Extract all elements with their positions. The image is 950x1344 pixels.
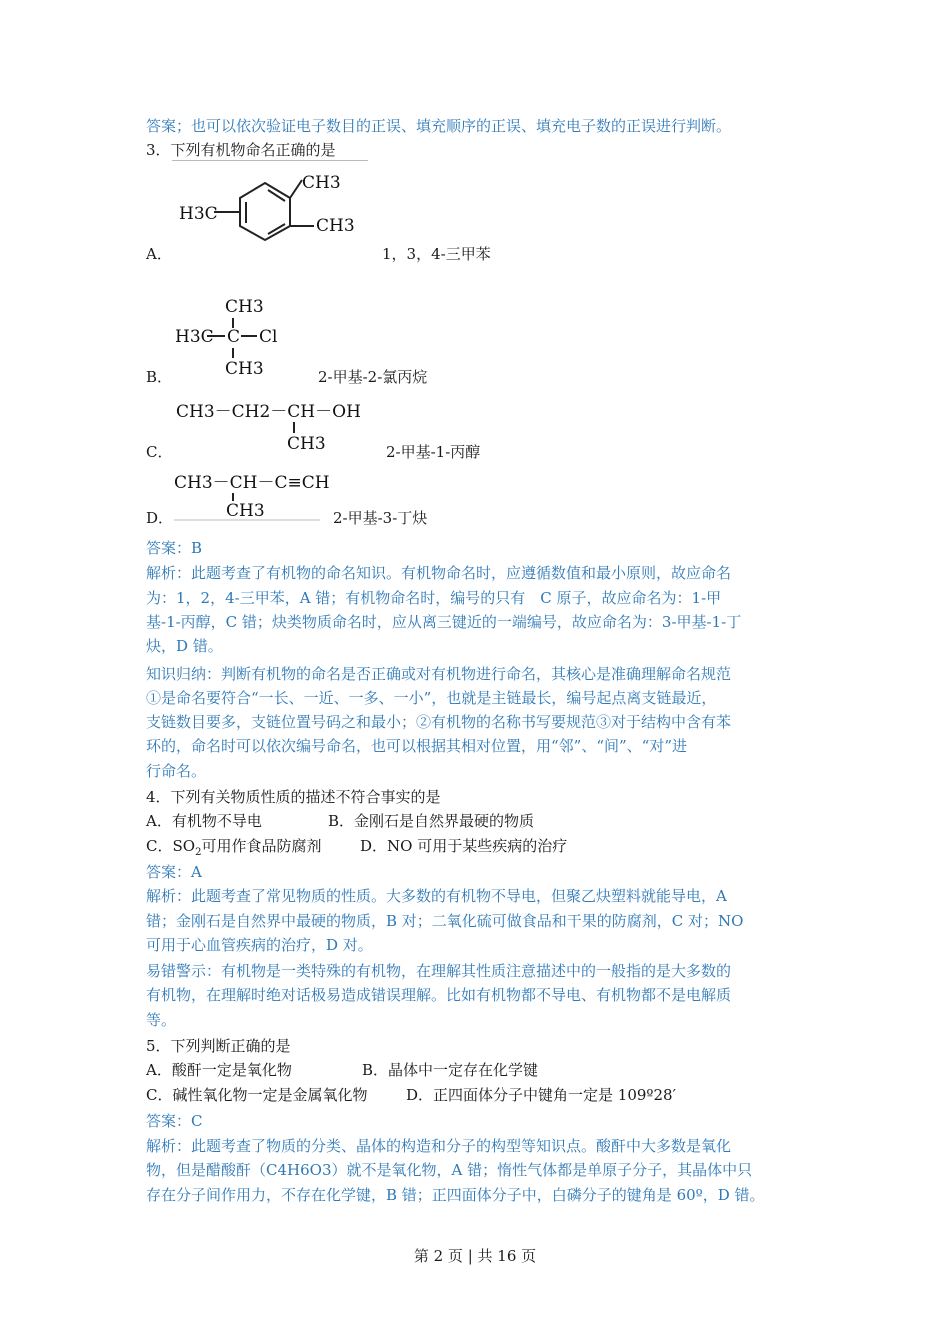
page-footer: 第 2 页 | 共 16 页 <box>413 1247 537 1265</box>
question-5-option-a: A．酸酐一定是氧化物 <box>146 1061 292 1079</box>
question-3-knowledge-line: 行命名。 <box>146 762 207 780</box>
question-4-warning-line: 等。 <box>146 1011 177 1029</box>
question-3-analysis-line: 为：1，2，4-三甲苯，A 错；有机物命名时，编号的只有 C 原子，故应命名为：1-甲 <box>146 589 722 607</box>
question-4-analysis-line: 错；金刚石是自然界中最硬的物质，B 对；二氧化硫可做食品和干果的防腐剂，C 对；NO <box>146 912 744 930</box>
option-d-letter: D． <box>146 509 174 527</box>
question-3-knowledge-line: 知识归纳：判断有机物的命名是否正确或对有机物进行命名，其核心是准确理解命名规范 <box>146 665 732 683</box>
stem-underline <box>172 160 368 161</box>
question-3-analysis-line: 基-1-丙醇，C 错；炔类物质命名时，应从离三键近的一端编号，故应命名为：3-甲基-1-丁 <box>146 613 742 631</box>
question-4-analysis-line: 解析：此题考查了常见物质的性质。大多数的有机物不导电，但聚乙炔塑料就能导电，A <box>146 887 727 905</box>
structure-b-ch3-bottom: CH3 <box>225 359 264 379</box>
question-3-analysis-line: 炔，D 错。 <box>146 637 223 655</box>
question-5-stem: 5．下列判断正确的是 <box>146 1037 291 1055</box>
structure-b-carbon: C <box>227 327 241 347</box>
top-answer-text: 答案；也可以依次验证电子数目的正误、填充顺序的正误、填充电子数的正误进行判断。 <box>146 117 732 135</box>
structure-a-ch3-right: CH3 <box>316 216 355 236</box>
question-5-answer: 答案：C <box>146 1112 203 1130</box>
question-4-answer: 答案：A <box>146 863 202 881</box>
option-b-letter: B． <box>146 368 173 386</box>
question-3-knowledge-line: ①是命名要符合“一长、一近、一多、一小”，也就是主链最长，编号起点离支链最近， <box>146 689 717 707</box>
structure-b-h3c: H3C <box>175 327 214 347</box>
option-c-letter: C． <box>146 443 173 461</box>
structure-a-ch3-top: CH3 <box>302 173 341 193</box>
structure-d-chain: CH3－CH－C≡CH <box>174 473 330 493</box>
option-d-name: 2-甲基-3-丁炔 <box>333 509 428 527</box>
structure-c-image <box>170 395 380 457</box>
structure-b-ch3-top: CH3 <box>225 297 264 317</box>
question-4-option-b: B．金刚石是自然界最硬的物质 <box>328 812 535 830</box>
question-3-knowledge-line: 环的，命名时可以依次编号命名，也可以根据其相对位置，用“邻”、“间”、“对”进 <box>146 737 688 755</box>
question-5-option-d: D．正四面体分子中键角一定是 109º28′ <box>406 1086 676 1104</box>
question-3-analysis-line: 解析：此题考查了有机物的命名知识。有机物命名时，应遵循数值和最小原则，故应命名 <box>146 564 732 582</box>
structure-d-ch3: CH3 <box>226 501 265 521</box>
question-5-analysis-line: 存在分子间作用力，不存在化学键，B 错；正四面体分子中，白磷分子的键角是 60º，D 错。 <box>146 1186 765 1204</box>
option-c-name: 2-甲基-1-丙醇 <box>386 443 481 461</box>
question-5-analysis-line: 解析：此题考查了物质的分类、晶体的构造和分子的构型等知识点。酸酐中大多数是氧化 <box>146 1137 732 1155</box>
question-3-answer: 答案：B <box>146 539 203 557</box>
question-3-stem: 3．下列有机物命名正确的是 <box>146 141 336 159</box>
structure-c-ch3: CH3 <box>287 434 326 454</box>
structure-a-image <box>170 168 380 248</box>
option-b-name: 2-甲基-2-氯丙烷 <box>318 368 428 386</box>
question-5-option-c: C．碱性氧化物一定是金属氧化物 <box>146 1086 368 1104</box>
question-4-analysis-line: 可用于心血管疾病的治疗，D 对。 <box>146 936 373 954</box>
question-4-warning-line: 易错警示：有机物是一类特殊的有机物，在理解其性质注意描述中的一般指的是大多数的 <box>146 962 732 980</box>
option-a-name: 1，3，4-三甲苯 <box>382 245 491 263</box>
question-5-option-b: B．晶体中一定存在化学键 <box>362 1061 539 1079</box>
option-a-letter: A． <box>146 245 172 263</box>
structure-c-chain: CH3－CH2－CH－OH <box>176 402 361 422</box>
question-4-option-d: D．NO 可用于某些疾病的治疗 <box>360 837 568 855</box>
question-5-analysis-line: 物，但是醋酸酐（C4H6O3）就不是氧化物，A 错；惰性气体都是单原子分子，其晶体中只 <box>146 1161 753 1179</box>
structure-b-cl: Cl <box>259 327 278 347</box>
structure-b-image <box>170 290 310 380</box>
question-4-stem: 4．下列有关物质性质的描述不符合事实的是 <box>146 788 441 806</box>
question-4-option-a: A．有机物不导电 <box>146 812 262 830</box>
question-3-knowledge-line: 支链数目要多，支链位置号码之和最小；②有机物的名称书写要规范③对于结构中含有苯 <box>146 713 732 731</box>
question-4-option-c: C．$SO_2$可用作食品防腐剂 <box>146 837 322 858</box>
question-4-warning-line: 有机物，在理解时绝对话极易造成错误理解。比如有机物都不导电、有机物都不是电解质 <box>146 986 732 1004</box>
structure-d-image <box>170 466 330 522</box>
structure-a-h3c: H3C <box>179 204 218 224</box>
